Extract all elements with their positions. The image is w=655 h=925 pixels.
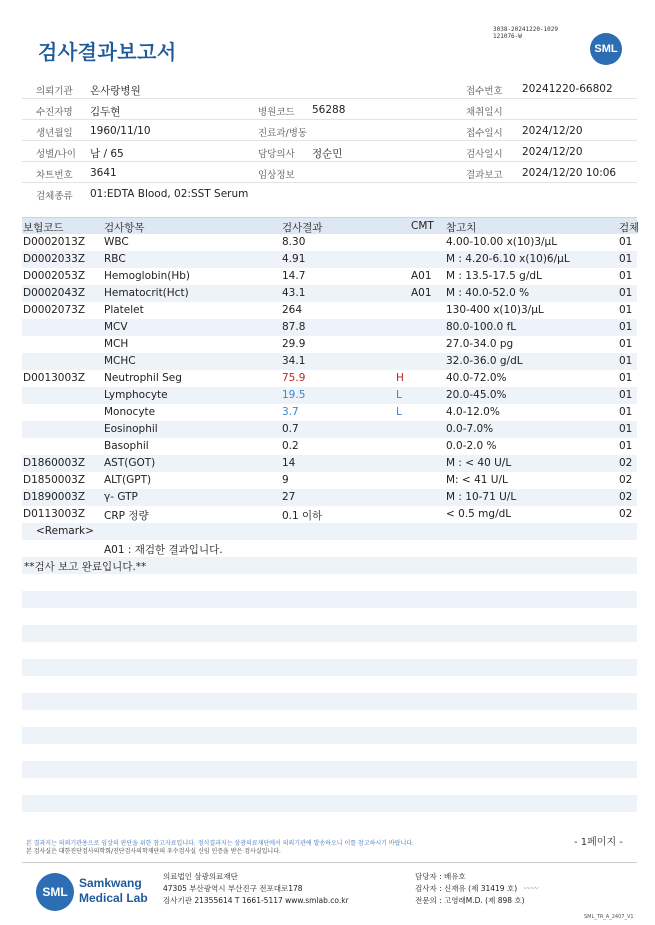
sml-footer-logo: SML — [36, 873, 74, 911]
blank-row — [22, 795, 637, 812]
table-row — [22, 353, 637, 370]
cell-ref: 80.0-100.0 fL — [446, 321, 517, 333]
info-row — [22, 183, 637, 204]
footer-signatures: 담당자 : 배유호 검사자 : 신재유 (제 31419 호) 〰〰 전문의 : 고영래M.D. (제 898 호) — [415, 872, 539, 905]
cell-ref: 4.00-10.00 x(10)3/μL — [446, 236, 558, 248]
table-row — [22, 489, 637, 506]
cell-result: 87.8 — [282, 321, 306, 333]
table-row — [22, 268, 637, 285]
cell-flag: H — [396, 372, 404, 384]
patient-info — [22, 78, 637, 204]
table-body — [22, 234, 637, 523]
cell-ref: 0.0-2.0 % — [446, 440, 497, 452]
sex-age-label: 성별/나이 — [36, 149, 76, 160]
blank-row — [22, 608, 637, 625]
cell-result: 9 — [282, 474, 289, 486]
cell-specimen: 01 — [619, 440, 633, 452]
receipt-no-label: 접수번호 — [466, 86, 503, 97]
test-date-value: 2024/12/20 — [522, 146, 583, 158]
cell-result: 0.7 — [282, 423, 299, 435]
birth-label: 생년월일 — [36, 128, 73, 139]
cell-result: 14.7 — [282, 270, 306, 282]
cell-result: 3.7 — [282, 406, 299, 418]
cell-item: Lymphocyte — [104, 389, 168, 401]
header-ref: 참고치 — [446, 222, 477, 234]
header-specimen: 검체 — [619, 222, 640, 234]
cell-ref: < 0.5 mg/dL — [446, 508, 512, 520]
chart-no-value: 3641 — [90, 167, 117, 179]
cell-ref: M : < 40 U/L — [446, 457, 512, 469]
cell-ref: 4.0-12.0% — [446, 406, 500, 418]
cell-result: 4.91 — [282, 253, 306, 265]
table-row — [22, 455, 637, 472]
blank-row — [22, 676, 637, 693]
cell-specimen: 01 — [619, 287, 633, 299]
report-date-label: 결과보고 — [466, 170, 503, 181]
collect-date-label: 채취일시 — [466, 107, 503, 118]
cell-ref: 20.0-45.0% — [446, 389, 507, 401]
cell-ref: M : 13.5-17.5 g/dL — [446, 270, 542, 282]
cell-result: 29.9 — [282, 338, 306, 350]
footer-lab-info: 의료법인 삼광의료재단 47305 부산광역시 부산진구 전포대로178 검사기관 21355614 T 1661-5117 www.smlab.co.kr — [163, 872, 349, 905]
cell-ref: 40.0-72.0% — [446, 372, 507, 384]
test-date-label: 검사일시 — [466, 149, 503, 160]
cell-specimen: 01 — [619, 253, 633, 265]
table-row — [22, 421, 637, 438]
info-row — [22, 99, 637, 120]
cell-specimen: 01 — [619, 355, 633, 367]
blank-row — [22, 744, 637, 761]
patient-label: 수진자명 — [36, 107, 73, 118]
cell-code: D0002073Z — [23, 304, 86, 316]
cell-ref: M : 10-71 U/L — [446, 491, 517, 503]
doctor-value: 정순민 — [312, 148, 343, 160]
blank-row — [22, 693, 637, 710]
sex-age-value: 남 / 65 — [90, 148, 124, 160]
cell-specimen: 01 — [619, 423, 633, 435]
cell-result: 14 — [282, 457, 296, 469]
cell-item: AST(GOT) — [104, 457, 156, 469]
table-row — [22, 336, 637, 353]
table-row — [22, 251, 637, 268]
cell-result: 0.2 — [282, 440, 299, 452]
report-title: 검사결과보고서 — [38, 40, 177, 64]
cell-ref: 32.0-36.0 g/dL — [446, 355, 523, 367]
cell-specimen: 02 — [619, 474, 633, 486]
cell-item: Eosinophil — [104, 423, 158, 435]
blank-row — [22, 574, 637, 591]
cell-specimen: 01 — [619, 304, 633, 316]
cell-code: D0002053Z — [23, 270, 86, 282]
signature-scribble: 〰〰 — [523, 884, 539, 893]
cell-code: D0002043Z — [23, 287, 86, 299]
footer-divider — [22, 862, 637, 863]
cell-result: 27 — [282, 491, 296, 503]
cell-code: D0113003Z — [23, 508, 86, 520]
hospital-code-label: 병원코드 — [258, 107, 295, 118]
remark-text: A01 : 재검한 결과입니다. — [104, 544, 223, 556]
header-item: 검사항목 — [104, 222, 145, 234]
cell-code: D1890003Z — [23, 491, 86, 503]
cell-specimen: 01 — [619, 338, 633, 350]
page-number: - 1페이지 - — [574, 837, 623, 848]
header-code: 보험코드 — [23, 222, 64, 234]
specimen-label: 검체종류 — [36, 191, 73, 202]
birth-value: 1960/11/10 — [90, 125, 151, 137]
institution-label: 의뢰기관 — [36, 86, 73, 97]
cell-item: Basophil — [104, 440, 149, 452]
cell-item: Platelet — [104, 304, 144, 316]
cell-specimen: 02 — [619, 457, 633, 469]
cell-item: ALT(GPT) — [104, 474, 152, 486]
blank-row — [22, 710, 637, 727]
cell-result: 264 — [282, 304, 303, 316]
table-row — [22, 438, 637, 455]
cell-code: D0002013Z — [23, 236, 86, 248]
document-id: 3038-20241220-1029 121076-W — [493, 26, 559, 40]
receipt-no-value: 20241220-66802 — [522, 83, 613, 95]
cell-specimen: 01 — [619, 389, 633, 401]
cell-flag: L — [396, 406, 402, 418]
dept-label: 진료과/병동 — [258, 128, 308, 139]
info-row — [22, 141, 637, 162]
cell-specimen: 02 — [619, 491, 633, 503]
info-row — [22, 78, 637, 99]
cell-result: 19.5 — [282, 389, 306, 401]
form-number: SML_TR_A_2407_V1 — [584, 914, 634, 920]
institution-value: 온사랑병원 — [90, 85, 141, 97]
header-cmt: CMT — [411, 220, 434, 232]
receipt-date-label: 접수일시 — [466, 128, 503, 139]
cell-result: 43.1 — [282, 287, 306, 299]
cell-ref: 130-400 x(10)3/μL — [446, 304, 544, 316]
cell-item: Hemoglobin(Hb) — [104, 270, 191, 282]
blank-row — [22, 778, 637, 795]
blank-rows — [22, 574, 637, 829]
cell-item: MCH — [104, 338, 129, 350]
cell-cmt: A01 — [411, 287, 432, 299]
sml-logo: SML — [590, 33, 622, 65]
cell-item: RBC — [104, 253, 126, 265]
cell-item: γ- GTP — [104, 491, 138, 503]
cell-code: D0002033Z — [23, 253, 86, 265]
cell-item: Monocyte — [104, 406, 156, 418]
hospital-code-value: 56288 — [312, 104, 346, 116]
cell-specimen: 01 — [619, 236, 633, 248]
cell-ref: M : 4.20-6.10 x(10)6/μL — [446, 253, 570, 265]
cell-item: MCV — [104, 321, 128, 333]
header-result: 검사결과 — [282, 222, 323, 234]
table-row — [22, 472, 637, 489]
cell-specimen: 01 — [619, 321, 633, 333]
info-row — [22, 162, 637, 183]
complete-row — [22, 557, 637, 574]
cell-specimen: 01 — [619, 372, 633, 384]
cell-ref: 27.0-34.0 pg — [446, 338, 514, 350]
remark-label: <Remark> — [36, 525, 94, 537]
remark-row — [22, 523, 637, 540]
cell-code: D1860003Z — [23, 457, 86, 469]
table-header — [22, 217, 640, 234]
blank-row — [22, 625, 637, 642]
table-row — [22, 404, 637, 421]
cell-item: Neutrophil Seg — [104, 372, 182, 384]
blank-row — [22, 642, 637, 659]
patient-value: 김두현 — [90, 106, 121, 118]
blank-row — [22, 591, 637, 608]
cell-result: 75.9 — [282, 372, 306, 384]
doctor-label: 담당의사 — [258, 149, 295, 160]
table-row — [22, 285, 637, 302]
table-row — [22, 319, 637, 336]
blank-row — [22, 812, 637, 829]
table-row — [22, 506, 637, 523]
cell-item: WBC — [104, 236, 129, 248]
cell-item: CRP 정량 — [104, 510, 149, 522]
cell-specimen: 02 — [619, 508, 633, 520]
cell-code: D1850003Z — [23, 474, 86, 486]
cell-ref: M : 40.0-52.0 % — [446, 287, 530, 299]
cell-item: Hematocrit(Hct) — [104, 287, 189, 299]
report-date-value: 2024/12/20 10:06 — [522, 167, 617, 179]
cell-flag: L — [396, 389, 402, 401]
cell-cmt: A01 — [411, 270, 432, 282]
table-row — [22, 234, 637, 251]
specimen-value: 01:EDTA Blood, 02:SST Serum — [90, 188, 249, 200]
table-row — [22, 370, 637, 387]
table-row — [22, 302, 637, 319]
remark-text-row — [22, 540, 637, 557]
table-row — [22, 387, 637, 404]
cell-specimen: 01 — [619, 270, 633, 282]
blank-row — [22, 761, 637, 778]
cell-result: 8.30 — [282, 236, 306, 248]
blank-row — [22, 727, 637, 744]
complete-text: **검사 보고 완료입니다.** — [24, 561, 147, 573]
footer-brand: Samkwang Medical Lab — [79, 876, 148, 905]
clinical-label: 임상정보 — [258, 170, 295, 181]
receipt-date-value: 2024/12/20 — [522, 125, 583, 137]
info-row — [22, 120, 637, 141]
cell-item: MCHC — [104, 355, 136, 367]
chart-no-label: 차트번호 — [36, 170, 73, 181]
results-table — [22, 217, 640, 829]
footer-notice: 본 결과지는 의뢰기관용으로 임상의 판단을 위한 참고자료입니다. 정식결과지는 삼광의료재단에서 의뢰기관에 발송하오니 이를 참고하시기 바랍니다. 본 검사실은 대한진단검사의학회/진단검사의학재단의 우수검사실 신임 인증을 받은 검사실입니다. — [26, 840, 414, 855]
cell-result: 34.1 — [282, 355, 306, 367]
cell-ref: M: < 41 U/L — [446, 474, 508, 486]
cell-ref: 0.0-7.0% — [446, 423, 494, 435]
cell-specimen: 01 — [619, 406, 633, 418]
cell-result: 0.1 이하 — [282, 510, 323, 522]
blank-row — [22, 659, 637, 676]
cell-code: D0013003Z — [23, 372, 86, 384]
